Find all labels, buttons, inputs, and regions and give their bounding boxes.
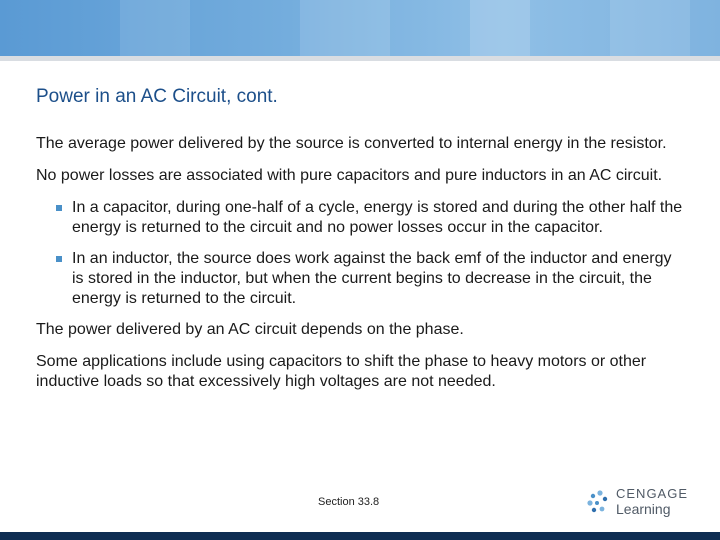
section-label: Section 33.8 (318, 496, 380, 508)
banner-tile (610, 0, 690, 56)
body-paragraph: The average power delivered by the source is converted to internal energy in the resistor. (36, 135, 667, 152)
logo-text-cengage: CENGAGE (616, 486, 689, 501)
square-bullet-icon (56, 256, 62, 262)
banner-tile (300, 0, 390, 56)
square-bullet-icon (56, 205, 62, 211)
footer-bar (0, 532, 720, 540)
cengage-dots-icon (584, 488, 612, 516)
body-paragraph: Some applications include using capacitors to shift the phase to heavy motors or other inductive loads so that excessively high voltages are not needed. (36, 353, 647, 390)
body-paragraph: The power delivered by an AC circuit depends on the phase. (36, 321, 464, 338)
logo-text-learning: Learning (616, 501, 671, 517)
banner-tile (470, 0, 530, 56)
cengage-logo (584, 486, 690, 518)
slide-body (36, 134, 686, 404)
bullet-item (36, 249, 686, 309)
bullet-item (36, 198, 686, 238)
bullet-text: In an inductor, the source does work against the back emf of the inductor and energy is stored in the inductor, but when the current begins to decrease in the circuit, the energy is returned to the circuit. (72, 250, 672, 307)
slide-title: Power in an AC Circuit, cont. (36, 86, 278, 107)
banner-divider (0, 56, 720, 61)
bullet-text: In a capacitor, during one-half of a cycle, energy is stored and during the other half the energy is returned to the circuit and no power losses occur in the capacitor. (72, 199, 683, 236)
banner-tile (120, 0, 190, 56)
header-banner (0, 0, 720, 56)
body-paragraph: No power losses are associated with pure capacitors and pure inductors in an AC circuit. (36, 167, 663, 184)
